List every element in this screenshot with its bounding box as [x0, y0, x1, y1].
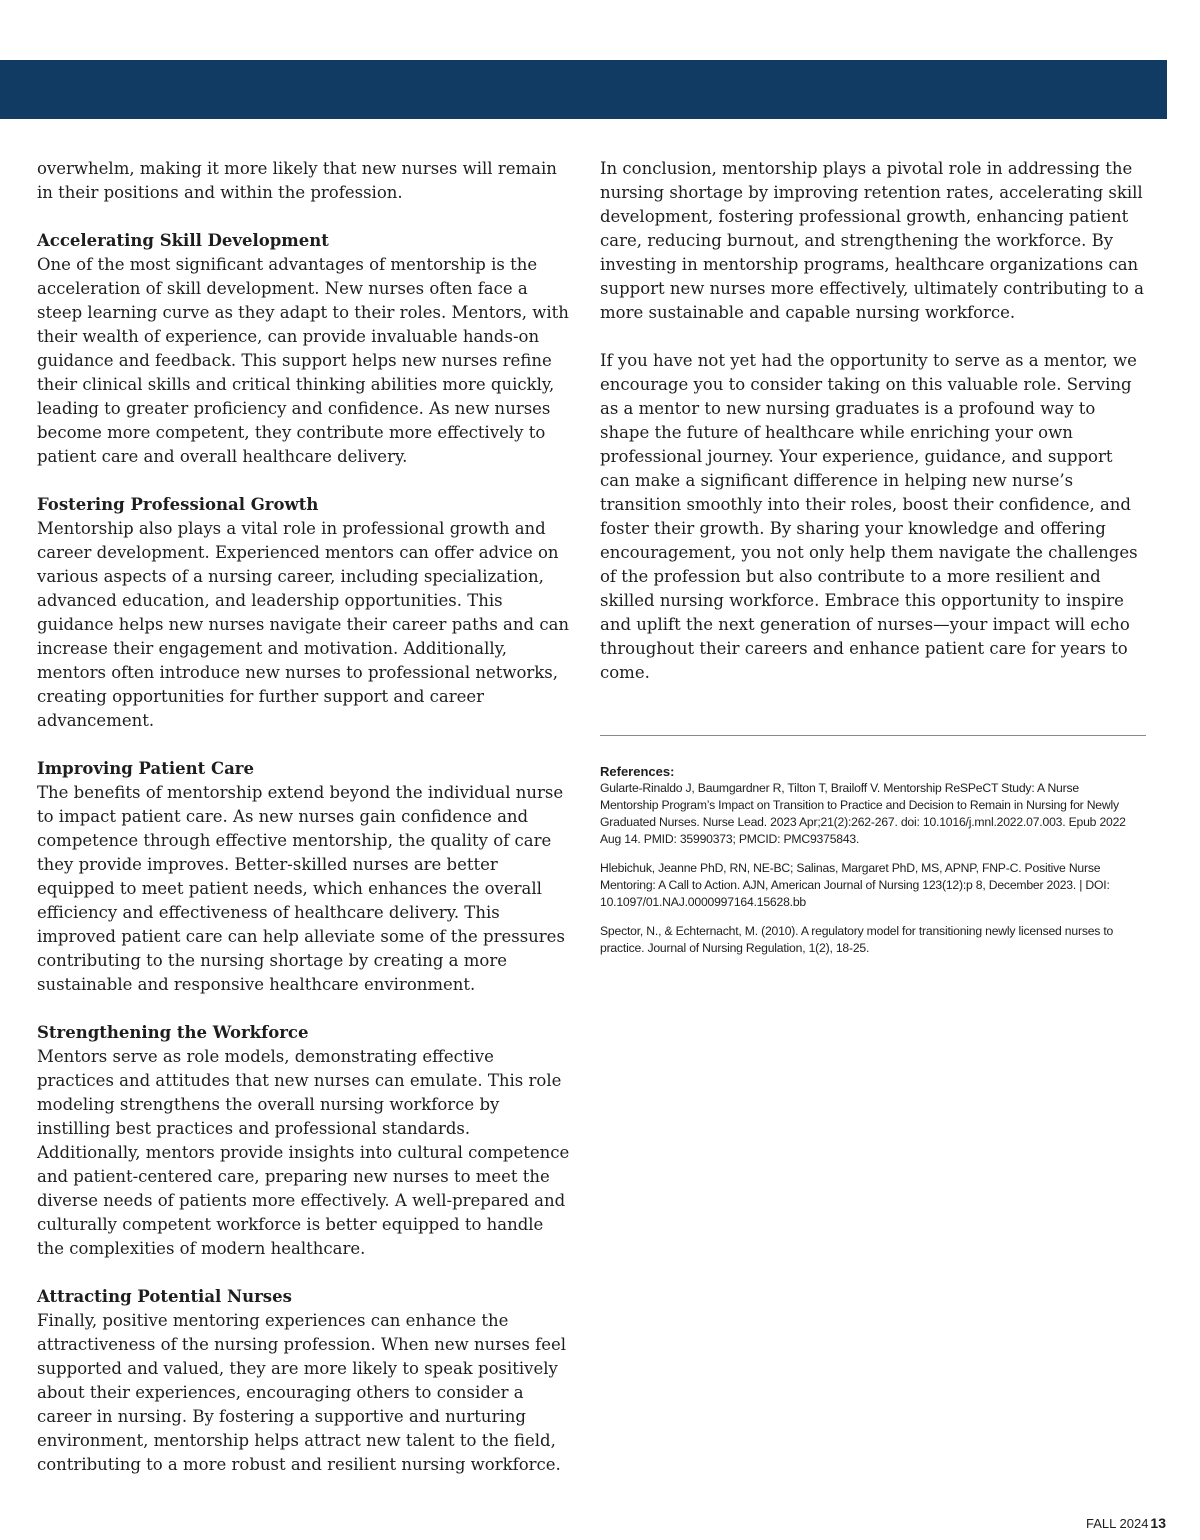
section-text: Finally, positive mentoring experiences can enhance the attractiveness of the nursing profession. When new nurses feel supported and valued, they are more likely to speak positively about their experiences, encouraging others to consider a career in nursing. By fostering a supportive and nurturing environment, mentorship helps attract new talent to the field, contributing to a more robust and resilient nursing workforce.	[37, 1311, 566, 1474]
section-heading: Fostering Professional Growth	[37, 495, 319, 514]
reference-item: Spector, N., & Echternacht, M. (2010). A regulatory model for transitioning newly licensed nurses to practice. Journal of Nursing Regulation, 1(2), 18-25.	[600, 924, 1114, 955]
section-strengthening-the-workforce	[37, 1021, 572, 1261]
issue-label: FALL 2024	[1086, 1516, 1149, 1531]
references-heading: References:	[600, 764, 675, 779]
section-text: Mentorship also plays a vital role in professional growth and career development. Experienced mentors can offer advice on various aspects of a nursing career, including specialization, advanced education, and leadership opportunities. This guidance helps new nurses navigate their career paths and can increase their engagement and motivation. Additionally, mentors often introduce new nurses to professional networks, creating opportunities for further support and career advancement.	[37, 519, 570, 730]
section-heading: Strengthening the Workforce	[37, 1023, 309, 1042]
conclusion-paragraph: In conclusion, mentorship plays a pivotal role in addressing the nursing shortage by improving retention rates, accelerating skill development, fostering professional growth, enhancing patient care, reducing burnout, and strengthening the workforce. By investing in mentorship programs, healthcare organizations can support new nurses more effectively, ultimately contributing to a more sustainable and capable nursing workforce.	[600, 159, 1144, 322]
reference-item: Gularte-Rinaldo J, Baumgardner R, Tilton T, Brailoff V. Mentorship ReSPeCT Study: A Nurse Mentorship Program’s Impact on Transition to Practice and Decision to Remain in Nursing for Newly Graduated Nurses. Nurse Lead. 2023 Apr;21(2):262-267. doi: 10.1016/j.mnl.2022.07.003. Epub 2022 Aug 14. PMID: 35990373; PMCID: PMC9375843.	[600, 781, 1126, 846]
references-divider	[600, 735, 1146, 736]
section-improving-patient-care	[37, 757, 572, 997]
page-number: 13	[1150, 1515, 1166, 1531]
section-text: One of the most significant advantages of mentorship is the acceleration of skill development. New nurses often face a steep learning curve as they adapt to their roles. Mentors, with their wealth of experience, can provide invaluable hands-on guidance and feedback. This support helps new nurses refine their clinical skills and critical thinking abilities more quickly, leading to greater proficiency and confidence. As new nurses become more competent, they contribute more effectively to patient care and overall healthcare delivery.	[37, 255, 569, 466]
section-attracting-potential-nurses	[37, 1285, 572, 1477]
section-heading: Improving Patient Care	[37, 759, 254, 778]
section-heading: Accelerating Skill Development	[37, 231, 329, 250]
page-footer	[1086, 1515, 1166, 1531]
section-heading: Attracting Potential Nurses	[37, 1287, 292, 1306]
reference-item: Hlebichuk, Jeanne PhD, RN, NE-BC; Salinas, Margaret PhD, MS, APNP, FNP-C. Positive Nurse Mentoring: A Call to Action. AJN, American Journal of Nursing 123(12):p 8, December 2023. | DOI: 10.1097/01.NAJ.0000997164.15628.bb	[600, 861, 1110, 909]
intro-paragraph: overwhelm, making it more likely that new nurses will remain in their positions and within the profession.	[37, 159, 557, 202]
call-to-action-paragraph: If you have not yet had the opportunity to serve as a mentor, we encourage you to consider taking on this valuable role. Serving as a mentor to new nursing graduates is a profound way to shape the future of healthcare while enriching your own professional journey. Your experience, guidance, and support can make a significant difference in helping new nurse’s transition smoothly into their roles, boost their confidence, and foster their growth. By sharing your knowledge and offering encouragement, you not only help them navigate the challenges of the profession but also contribute to a more resilient and skilled nursing workforce. Embrace this opportunity to inspire and uplift the next generation of nurses—your impact will echo throughout their careers and enhance patient care for years to come.	[600, 351, 1138, 682]
left-column	[37, 157, 572, 1501]
section-text: The benefits of mentorship extend beyond the individual nurse to impact patient care. As new nurses gain confidence and competence through effective mentorship, the quality of care they provide improves. Better-skilled nurses are better equipped to meet patient needs, which enhances the overall efficiency and effectiveness of healthcare delivery. This improved patient care can help alleviate some of the pressures contributing to the nursing shortage by creating a more sustainable and responsive healthcare environment.	[37, 783, 565, 994]
section-accelerating-skill-development	[37, 229, 572, 469]
section-fostering-professional-growth	[37, 493, 572, 733]
section-text: Mentors serve as role models, demonstrating effective practices and attitudes that new nurses can emulate. This role modeling strengthens the overall nursing workforce by instilling best practices and professional standards. Additionally, mentors provide insights into cultural competence and patient-centered care, preparing new nurses to meet the diverse needs of patients more effectively. A well-prepared and culturally competent workforce is better equipped to handle the complexities of modern healthcare.	[37, 1047, 570, 1258]
references-block	[600, 763, 1140, 969]
right-column	[600, 157, 1146, 709]
header-banner	[0, 60, 1167, 119]
